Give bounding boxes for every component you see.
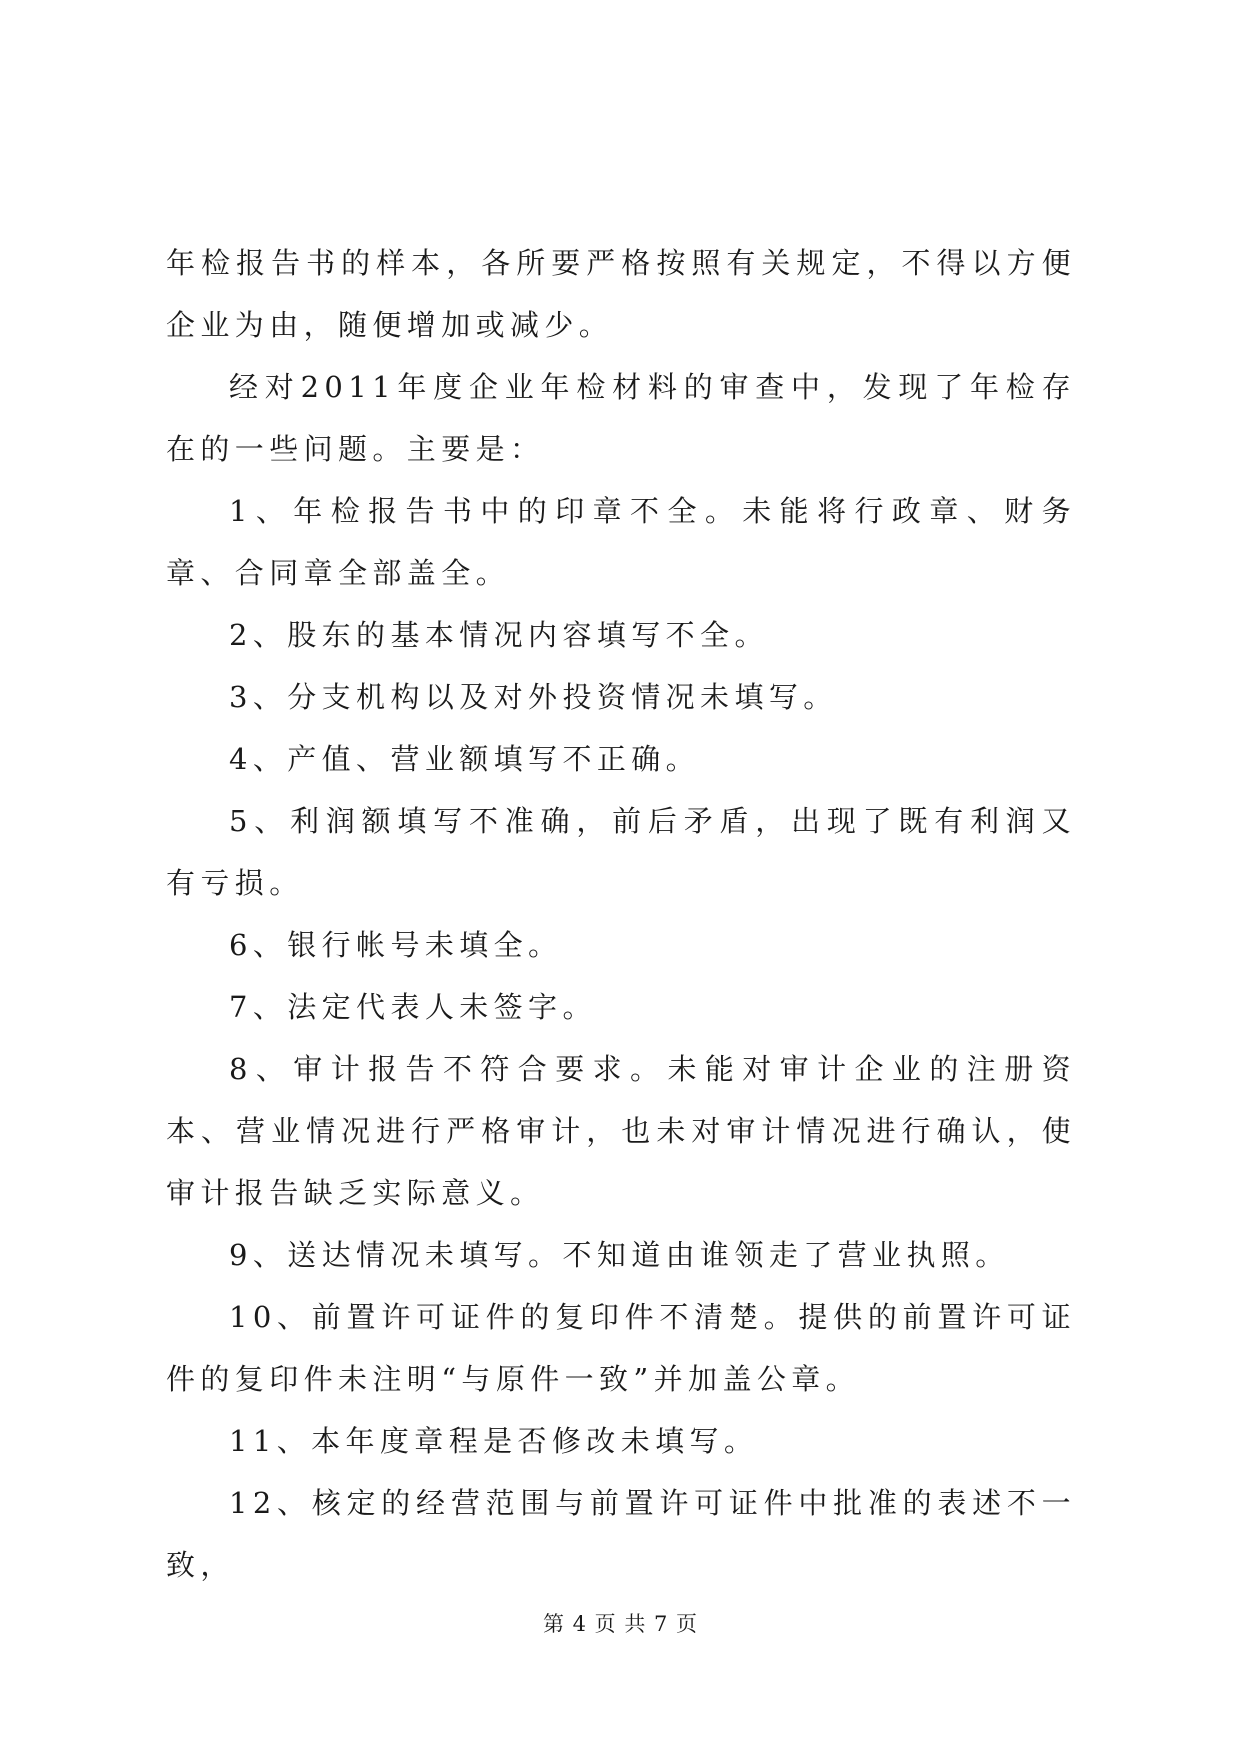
list-item-3: 3、分支机构以及对外投资情况未填写。 xyxy=(229,680,838,714)
list-item-6: 6、银行帐号未填全。 xyxy=(229,928,563,962)
list-item-11: 11、本年度章程是否修改未填写。 xyxy=(229,1424,759,1458)
list-item-9: 9、送达情况未填写。不知道由谁领走了营业执照。 xyxy=(229,1238,1010,1272)
paragraph-continuation: 年检报告书的样本，各所要严格按照有关规定，不得以方便企业为由，随便增加或减少。 xyxy=(166,246,1076,342)
list-item-12: 12、核定的经营范围与前置许可证件中批准的表述不一致， xyxy=(166,1486,1076,1582)
page-number-footer: 第 4 页 共 7 页 xyxy=(542,1612,699,1636)
list-item-4: 4、产值、营业额填写不正确。 xyxy=(229,742,701,776)
document-body xyxy=(166,232,1076,1596)
list-item-1: 1、年检报告书中的印章不全。未能将行政章、财务章、合同章全部盖全。 xyxy=(166,494,1076,590)
paragraph-intro: 经对2011年度企业年检材料的审查中，发现了年检存在的一些问题。主要是： xyxy=(166,370,1076,466)
list-item-8: 8、审计报告不符合要求。未能对审计企业的注册资本、营业情况进行严格审计，也未对审计情况进行确认，使审计报告缺乏实际意义。 xyxy=(166,1052,1076,1210)
list-item-10: 10、前置许可证件的复印件不清楚。提供的前置许可证件的复印件未注明“与原件一致”并加盖公章。 xyxy=(166,1300,1076,1396)
list-item-5: 5、利润额填写不准确，前后矛盾，出现了既有利润又有亏损。 xyxy=(166,804,1076,900)
list-item-7: 7、法定代表人未签字。 xyxy=(229,990,597,1024)
list-item-2: 2、股东的基本情况内容填写不全。 xyxy=(229,618,769,652)
